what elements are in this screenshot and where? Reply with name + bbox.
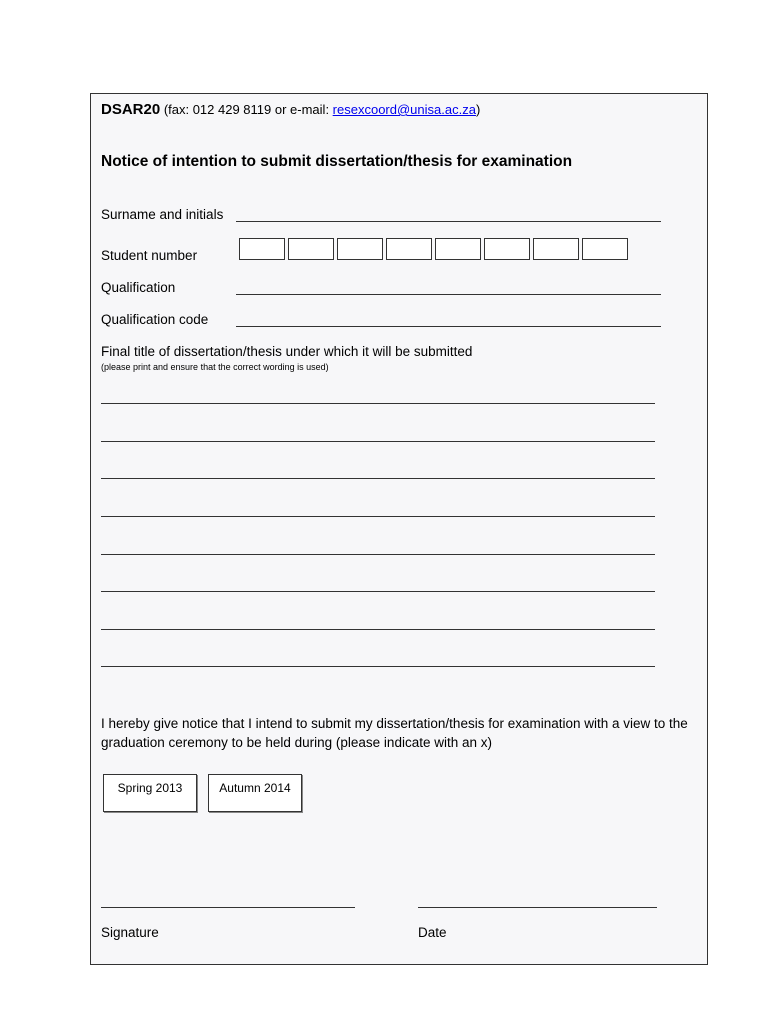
- option-autumn-2014[interactable]: [208, 774, 302, 812]
- title-line[interactable]: [101, 478, 655, 479]
- date-line[interactable]: [418, 907, 657, 908]
- student-number-digit-box[interactable]: [288, 238, 334, 260]
- surname-label: Surname and initials: [101, 207, 224, 222]
- surname-line[interactable]: [236, 221, 661, 222]
- contact-suffix: ): [475, 102, 481, 117]
- contact-prefix: (fax: 012 429 8119 or e-mail:: [163, 102, 333, 117]
- option-label: Spring 2013: [117, 781, 183, 795]
- student-number-label: Student number: [101, 248, 198, 263]
- form-header: [101, 101, 480, 118]
- student-number-digit-box[interactable]: [239, 238, 285, 260]
- qualification-code-line[interactable]: [236, 326, 661, 327]
- title-line[interactable]: [101, 591, 655, 592]
- qualification-label: Qualification: [101, 280, 176, 295]
- student-number-digit-box[interactable]: [484, 238, 530, 260]
- student-number-digit-box[interactable]: [435, 238, 481, 260]
- title-line[interactable]: [101, 629, 655, 630]
- student-number-digit-box[interactable]: [533, 238, 579, 260]
- title-line[interactable]: [101, 554, 655, 555]
- option-spring-2013[interactable]: [103, 774, 197, 812]
- title-line[interactable]: [101, 516, 655, 517]
- form-code: DSAR20: [101, 101, 161, 118]
- title-line[interactable]: [101, 666, 655, 667]
- student-number-digit-box[interactable]: [386, 238, 432, 260]
- student-number-digit-box[interactable]: [337, 238, 383, 260]
- qualification-code-label: Qualification code: [101, 312, 209, 327]
- option-label: Autumn 2014: [219, 781, 291, 795]
- title-line[interactable]: [101, 441, 655, 442]
- qualification-line[interactable]: [236, 294, 661, 295]
- dissertation-title-label: Final title of dissertation/thesis under which it will be submitted: [101, 344, 473, 359]
- signature-label: Signature: [101, 925, 159, 940]
- dsar20-form: [90, 93, 708, 965]
- signature-line[interactable]: [101, 907, 355, 908]
- student-number-digit-box[interactable]: [582, 238, 628, 260]
- notice-paragraph: I hereby give notice that I intend to submit my dissertation/thesis for examination with a view to the graduation ceremony to be held during (please indicate with an x): [101, 716, 688, 750]
- email-link[interactable]: resexcoord@unisa.ac.za: [332, 102, 476, 117]
- form-title: Notice of intention to submit dissertation/thesis for examination: [101, 153, 573, 170]
- date-label: Date: [418, 925, 447, 940]
- dissertation-title-note: (please print and ensure that the correct wording is used): [101, 362, 329, 372]
- title-line[interactable]: [101, 403, 655, 404]
